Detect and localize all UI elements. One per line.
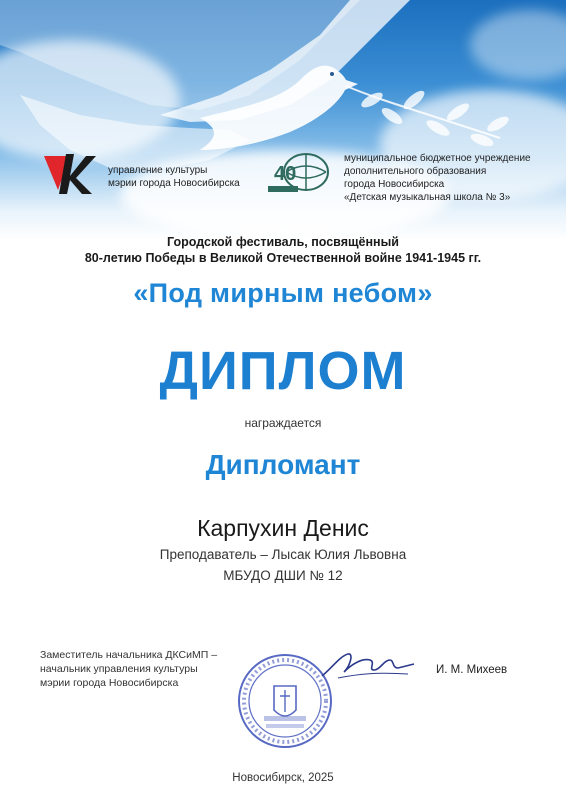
dove-icon bbox=[0, 0, 566, 240]
festival-title bbox=[0, 234, 566, 266]
awarded-label: награждается bbox=[244, 416, 322, 430]
signatory-position: Заместитель начальника ДКСиМП – начальник управления культуры мэрии города Новосибирска bbox=[40, 649, 218, 689]
culture-department-logo bbox=[40, 150, 102, 196]
music-school-logo bbox=[266, 150, 336, 196]
recipient-name: Карпухин Денис bbox=[197, 515, 369, 541]
school-line: МБУДО ДШИ № 12 bbox=[223, 568, 343, 583]
award-rank: Дипломант bbox=[205, 449, 361, 480]
left-org-name: управление культуры мэрии города Новосибирска bbox=[108, 165, 240, 189]
teacher-line: Преподаватель – Лысак Юлия Львовна bbox=[159, 547, 407, 562]
diploma-title: ДИПЛОМ bbox=[159, 341, 407, 401]
city-year: Новосибирск, 2025 bbox=[232, 772, 334, 784]
handwritten-signature bbox=[318, 646, 418, 684]
signatory-name: И. М. Михеев bbox=[436, 664, 508, 676]
festival-motto: «Под мирным небом» bbox=[133, 278, 433, 308]
festival-line-2: 80-летию Победы в Великой Отечественной войне 1941-1945 гг. bbox=[84, 251, 482, 265]
right-org-name: муниципальное бюджетное учреждение дополнительного образования города Новосибирска «Детская музыкальная школа № 3» bbox=[344, 153, 531, 203]
festival-line-1: Городской фестиваль, посвящённый bbox=[167, 235, 399, 249]
svg-text:40: 40 bbox=[274, 163, 297, 185]
